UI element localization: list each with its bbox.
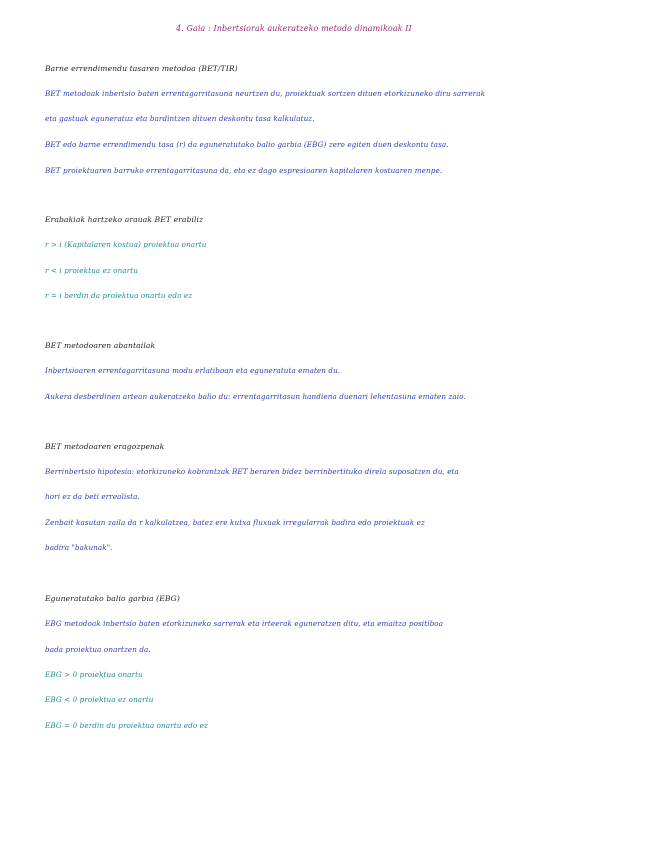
page-title: 4. Gaia : Inbertsiorak aukeratzeko metodo dinamikoak II [176,24,412,33]
section-heading-ebg: Eguneratutako balio garbia (EBG) [45,594,180,603]
text-line: EBG metodoak inbertsio baten etorkizuneko sarrerak eta irteerak eguneratzen ditu, eta emaitza positiboa [45,619,444,628]
section-heading-bet: Barne errendimendu tasaren metodoa (BET/TIR) [45,64,238,73]
text-line: BET proiektuaren barruko errentagarritasuna da, eta ez dago espresioaren kapitalaren kostuaren menpe. [45,166,443,175]
text-line: Aukera desberdinen artean aukeratzeko balio du: errentagarritasun handiena duenari lehentasuna ematen zaio. [45,392,466,401]
text-line: badira "bakunak". [45,543,113,552]
text-line: Zenbait kasutan zaila da r kalkulatzea, batez ere kutxa fluxuak irregularrak badira edo proiektuak ez [45,518,425,527]
rule-line: EBG = 0 berdin du proiektua onartu edo ez [45,721,208,730]
rule-line: EBG > 0 proiektua onartu [45,670,143,679]
text-line: BET edo barne errendimendu tasa (r) da eguneratutako balio garbia (EBG) zero egiten duen deskontu tasa. [45,140,449,149]
text-line: hori ez da beti errealista. [45,492,140,501]
text-line: BET metodoak inbertsio baten errentagarritasuna neurtzen du, proiektuak sortzen dituen etorkizuneko diru sarrerak [45,89,486,98]
text-line: Berrinbertsio hipotesia: etorkizuneko kobrantzak BET beraren bidez berrinbertituko direla suposatzen du, eta [45,467,459,476]
section-heading-decision-rules: Erabakiak hartzeko arauak BET erabiliz [45,215,204,224]
text-line: Inbertsioaren errentagarritasuna modu erlatiboan eta eguneratuta ematen du. [45,366,341,375]
section-heading-advantages: BET metodoaren abantailak [45,341,156,350]
text-line: eta gastuak eguneratuz eta bardintzen dituen deskontu tasa kalkulatuz. [45,114,315,123]
rule-line: r < i proiektua ez onartu [45,266,138,275]
text-line: bada proiektua onartzen da. [45,645,151,654]
rule-line: EBG < 0 proiektua ez onartu [45,695,154,704]
section-heading-drawbacks: BET metodoaren eragozpenak [45,442,165,451]
rule-line: r = i berdin da proiektua onartu edo ez [45,291,193,300]
rule-line: r > i (Kapitalaren kostua) proiektua onartu [45,240,207,249]
